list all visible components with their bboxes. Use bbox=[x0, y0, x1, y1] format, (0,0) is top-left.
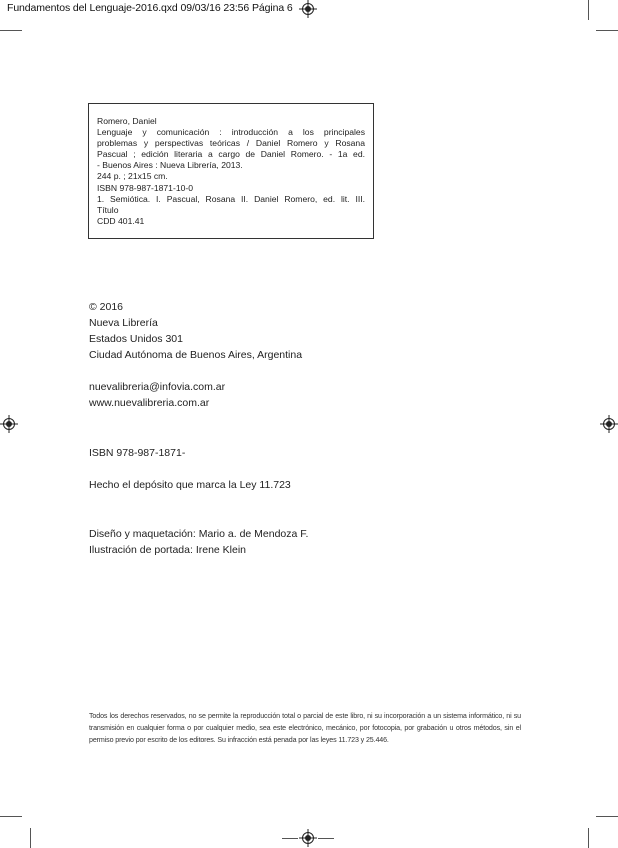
legal-notice: Todos los derechos reservados, no se permite la reproducción total o parcial de este libro, ni su incorporación a un sistema informático, ni su transmisión en cualquier forma o por cualquier medio, sea este electrónico, mecánico, por fotocopia, por grabación u otros métodos, sin el permiso previo por escrito de los editores. Su infracción está penada por las leyes 11.723 y 25.446. bbox=[89, 712, 521, 745]
design-credit: Diseño y maquetación: Mario a. de Mendoza F. bbox=[89, 528, 309, 540]
contact-block bbox=[89, 379, 225, 411]
registration-mark-icon bbox=[0, 415, 18, 433]
catalog-line: CDD 401.41 bbox=[97, 215, 145, 226]
crop-mark-bottom-left-vertical bbox=[30, 828, 31, 848]
catalog-line: Pascual ; edición literaria a cargo de Daniel Romero. - 1a ed. bbox=[97, 149, 365, 160]
publisher-street: Estados Unidos 301 bbox=[89, 333, 183, 345]
crop-mark-top-left bbox=[0, 30, 22, 31]
crop-mark-bottom-left bbox=[0, 816, 22, 817]
crop-mark-bottom-right-vertical bbox=[588, 828, 589, 848]
publisher-block bbox=[89, 299, 302, 363]
publisher-city: Ciudad Autónoma de Buenos Aires, Argentina bbox=[89, 349, 303, 361]
copyright-line: © 2016 bbox=[89, 301, 124, 313]
registration-mark-icon bbox=[600, 415, 618, 433]
crop-mark-bottom-center-left bbox=[282, 838, 298, 839]
crop-mark-bottom-center-right bbox=[318, 838, 334, 839]
isbn-block bbox=[89, 445, 185, 461]
printer-slug: Fundamentos del Lenguaje-2016.qxd 09/03/16 23:56 Página 6 bbox=[7, 2, 293, 14]
catalog-line: ISBN 978-987-1871-10-0 bbox=[97, 182, 194, 193]
contact-email: nuevalibreria@infovia.com.ar bbox=[89, 381, 226, 393]
catalog-author: Romero, Daniel bbox=[97, 116, 157, 126]
deposit-line: Hecho el depósito que marca la Ley 11.723 bbox=[89, 479, 291, 491]
deposit-block bbox=[89, 477, 291, 493]
credits-block bbox=[89, 526, 308, 558]
crop-mark-bottom-right bbox=[596, 816, 618, 817]
contact-website: www.nuevalibreria.com.ar bbox=[89, 397, 210, 409]
catalog-line: - Buenos Aires : Nueva Librería, 2013. bbox=[97, 160, 243, 171]
catalog-line: 1. Semiótica. I. Pascual, Rosana II. Daniel Romero, ed. lit. III. bbox=[97, 193, 365, 204]
registration-mark-icon bbox=[299, 829, 317, 847]
crop-mark-top-right bbox=[596, 30, 618, 31]
catalog-line: problemas y perspectivas teóricas / Daniel Romero y Rosana bbox=[97, 138, 365, 149]
crop-mark-top-right-vertical bbox=[588, 0, 589, 20]
catalog-line: Lenguaje y comunicación : introducción a los principales bbox=[97, 127, 365, 138]
catalog-line: 244 p. ; 21x15 cm. bbox=[97, 171, 168, 182]
isbn-line: ISBN 978-987-1871- bbox=[89, 447, 186, 459]
catalog-line: Título bbox=[97, 204, 119, 215]
registration-mark-icon bbox=[299, 0, 317, 18]
cover-credit: Ilustración de portada: Irene Klein bbox=[89, 544, 247, 556]
catalog-record-box bbox=[88, 103, 374, 239]
publisher-name: Nueva Librería bbox=[89, 317, 158, 329]
